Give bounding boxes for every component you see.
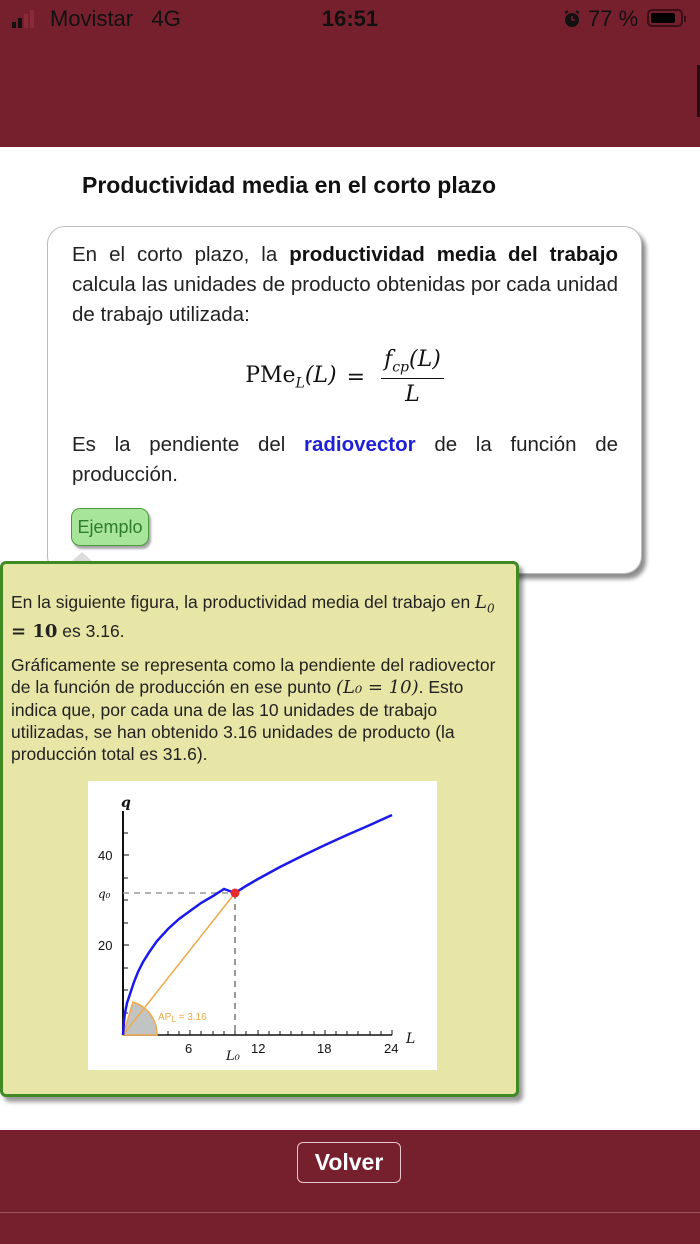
clock: 16:51 <box>321 6 379 31</box>
chart-svg <box>88 781 437 1070</box>
production-chart <box>88 781 437 1070</box>
svg-text:20: 20 <box>98 938 113 953</box>
svg-text:L: L <box>406 1031 416 1047</box>
definition-card <box>47 226 642 574</box>
battery-icon <box>647 9 683 27</box>
footer-bar <box>0 1130 700 1244</box>
battery-percent: 77 % <box>588 6 639 31</box>
svg-text:18: 18 <box>317 1041 332 1056</box>
carrier-label: Movistar 4G <box>50 6 181 31</box>
popup-pointer <box>72 552 92 561</box>
slope-text: Es la pendiente del radiovector de la función de producción. <box>72 433 618 486</box>
example-text-2: Gráficamente se representa como la pendiente del radiovector de la función de producción en ese punto (L₀ = 10). Esto indica que, por cada una de las 10 unidades de trabajo utilizadas, se han obtenido 3.16 unidades de producto (la producción total es 31.6). <box>11 655 496 764</box>
svg-text:12: 12 <box>251 1041 266 1056</box>
radiovector-link[interactable]: radiovector <box>303 433 416 456</box>
svg-text:APL = 3.16: $AP_L = 3.16$ <box>158 1012 207 1024</box>
formula: PMe$_L$(L) = $\frac{f_{cp}(L)}{L}$ <box>48 347 641 407</box>
page-title: Productividad media en el corto plazo <box>82 172 497 198</box>
status-bar <box>0 0 700 40</box>
svg-text:q₀: q₀ <box>98 887 111 901</box>
example-button[interactable]: Ejemplo <box>71 508 149 546</box>
alarm-icon <box>562 9 582 29</box>
example-text-1: En la siguiente figura, la productividad media del trabajo en $L_0 = 10$ es 3.16. <box>11 592 495 642</box>
example-popup <box>0 561 519 1097</box>
svg-text:24: 24 <box>384 1041 399 1056</box>
footer-divider <box>0 1212 700 1213</box>
svg-text:40: 40 <box>98 848 113 863</box>
definition-text: En el corto plazo, la productividad media del trabajo calcula las unidades de producto obtenidas por cada unidad de trabajo utilizada: <box>72 243 618 326</box>
svg-text:L₀: L₀ <box>226 1049 240 1064</box>
back-button[interactable]: Volver <box>297 1142 401 1183</box>
svg-text:6: 6 <box>185 1041 193 1056</box>
svg-text:q: q <box>121 795 131 811</box>
app-header <box>0 0 700 147</box>
